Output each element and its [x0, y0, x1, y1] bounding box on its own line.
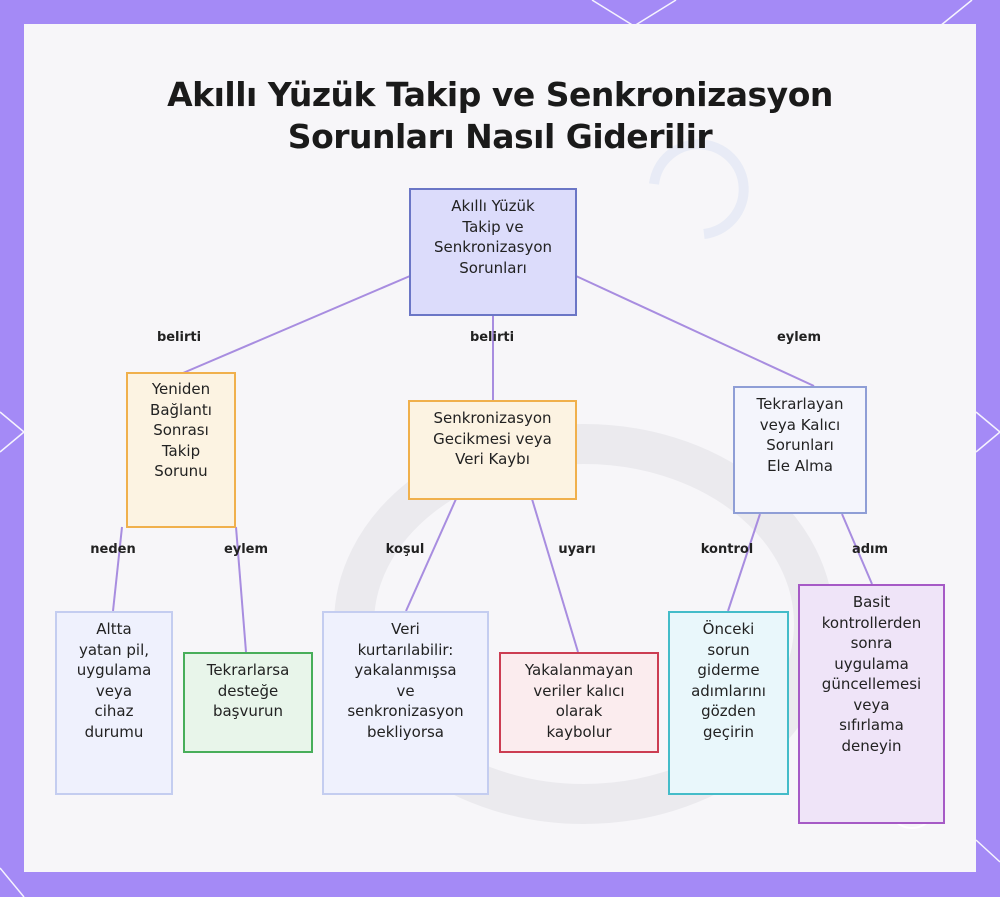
node-review-steps: Önceki sorun giderme adımlarını gözden geçirin [668, 611, 789, 795]
edge-label-uyari: uyarı [558, 542, 596, 557]
node-sync-delay: Senkronizasyon Gecikmesi veya Veri Kaybı [408, 400, 577, 500]
edge-root-reconnect [183, 276, 410, 373]
node-reconnect-tracking: Yeniden Bağlantı Sonrası Takip Sorunu [126, 372, 236, 528]
edge-label-belirti-1: belirti [156, 330, 202, 345]
title-line-2: Sorunları Nasıl Giderilir [287, 117, 713, 156]
node-low-battery: Altta yatan pil, uygulama veya cihaz durumu [55, 611, 173, 795]
edge-label-kosul: koşul [385, 542, 425, 557]
edge-label-eylem-1: eylem [776, 330, 822, 345]
edge-label-neden: neden [90, 542, 136, 557]
node-data-lost: Yakalanmayan veriler kalıcı olarak kaybolur [499, 652, 659, 753]
edge-label-belirti-2: belirti [469, 330, 515, 345]
node-update-reset: Basit kontrollerden sonra uygulama güncellemesi veya sıfırlama deneyin [798, 584, 945, 824]
edge-persistent-review [728, 514, 760, 611]
edge-reconnect-battery [113, 527, 122, 611]
node-root: Akıllı Yüzük Takip ve Senkronizasyon Sorunları [409, 188, 577, 316]
edge-label-adim: adım [851, 542, 889, 557]
edge-label-eylem-2: eylem [223, 542, 269, 557]
edge-label-kontrol: kontrol [700, 542, 754, 557]
diagram-card [24, 24, 976, 872]
edge-sync-lost [532, 499, 578, 652]
node-persistent-issues: Tekrarlayan veya Kalıcı Sorunları Ele Alma [733, 386, 867, 514]
node-contact-support: Tekrarlarsa desteğe başvurun [183, 652, 313, 753]
node-data-recoverable: Veri kurtarılabilir: yakalanmışsa ve senkronizasyon bekliyorsa [322, 611, 489, 795]
title-line-1: Akıllı Yüzük Takip ve Senkronizasyon [167, 75, 833, 114]
